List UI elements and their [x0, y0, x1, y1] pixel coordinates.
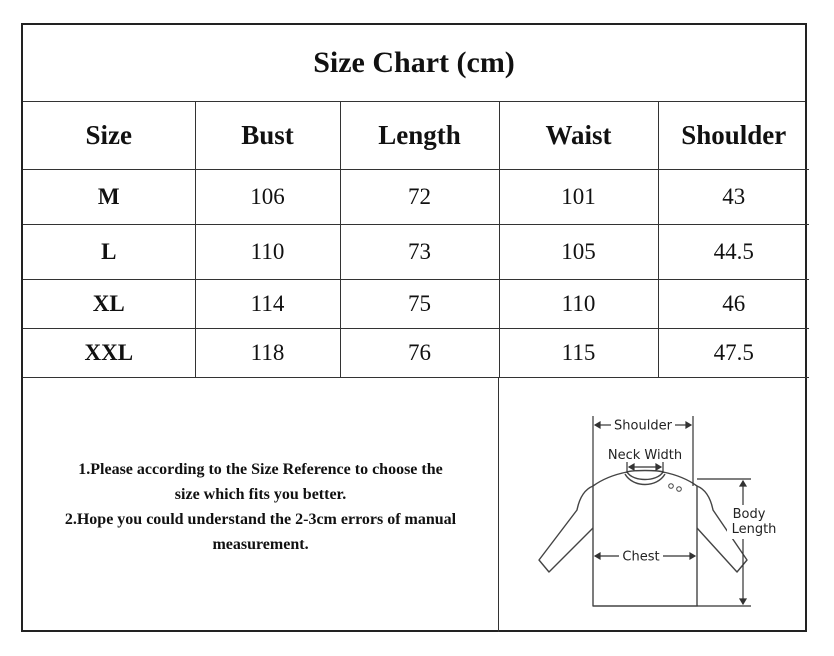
header-size: Size [23, 101, 195, 170]
body-length-label-2: Length [731, 522, 777, 537]
table-row [23, 329, 809, 378]
length-cell: 73 [340, 225, 499, 280]
table-row [23, 280, 809, 329]
waist-cell: 105 [499, 225, 658, 280]
size-cell: M [23, 170, 195, 225]
note-line: 1.Please according to the Size Reference to choose the [78, 461, 443, 478]
notes-panel [23, 378, 499, 632]
size-cell: XL [23, 280, 195, 329]
length-cell: 72 [340, 170, 499, 225]
size-cell: XXL [23, 329, 195, 378]
shirt-outline-icon [539, 471, 747, 607]
table-row [23, 225, 809, 280]
size-cell: L [23, 225, 195, 280]
shoulder-cell: 47.5 [658, 329, 809, 378]
waist-cell: 110 [499, 280, 658, 329]
shoulder-label: Shoulder [614, 418, 672, 434]
neck-width-label: Neck Width [607, 448, 683, 463]
shoulder-cell: 44.5 [658, 225, 809, 280]
button-icon [669, 484, 674, 489]
waist-cell: 101 [499, 170, 658, 225]
body-length-label-1: Body [732, 507, 766, 522]
header-waist: Waist [499, 101, 658, 170]
button-icon [677, 487, 682, 492]
bust-cell: 110 [195, 225, 340, 280]
chest-label: Chest [622, 549, 660, 565]
length-cell: 75 [340, 280, 499, 329]
table-row [23, 170, 809, 225]
bust-cell: 114 [195, 280, 340, 329]
size-chart [21, 23, 807, 632]
note-line: size which fits you better. [174, 486, 347, 503]
header-shoulder: Shoulder [658, 101, 809, 170]
note-line: 2.Hope you could understand the 2-3cm errors of manual [64, 511, 457, 528]
body-length-arrow-icon [697, 479, 751, 606]
table-header-row [23, 101, 809, 170]
chart-title: Size Chart (cm) [23, 25, 805, 102]
header-bust: Bust [195, 101, 340, 170]
length-cell: 76 [340, 329, 499, 378]
waist-cell: 115 [499, 329, 658, 378]
shoulder-cell: 43 [658, 170, 809, 225]
bust-cell: 106 [195, 170, 340, 225]
size-table [23, 101, 809, 378]
notes-text [26, 457, 496, 557]
measurement-diagram [499, 378, 809, 632]
bust-cell: 118 [195, 329, 340, 378]
header-length: Length [340, 101, 499, 170]
shoulder-cell: 46 [658, 280, 809, 329]
shirt-diagram-svg [499, 378, 809, 632]
note-line: measurement. [212, 536, 309, 553]
bottom-section [23, 378, 805, 632]
